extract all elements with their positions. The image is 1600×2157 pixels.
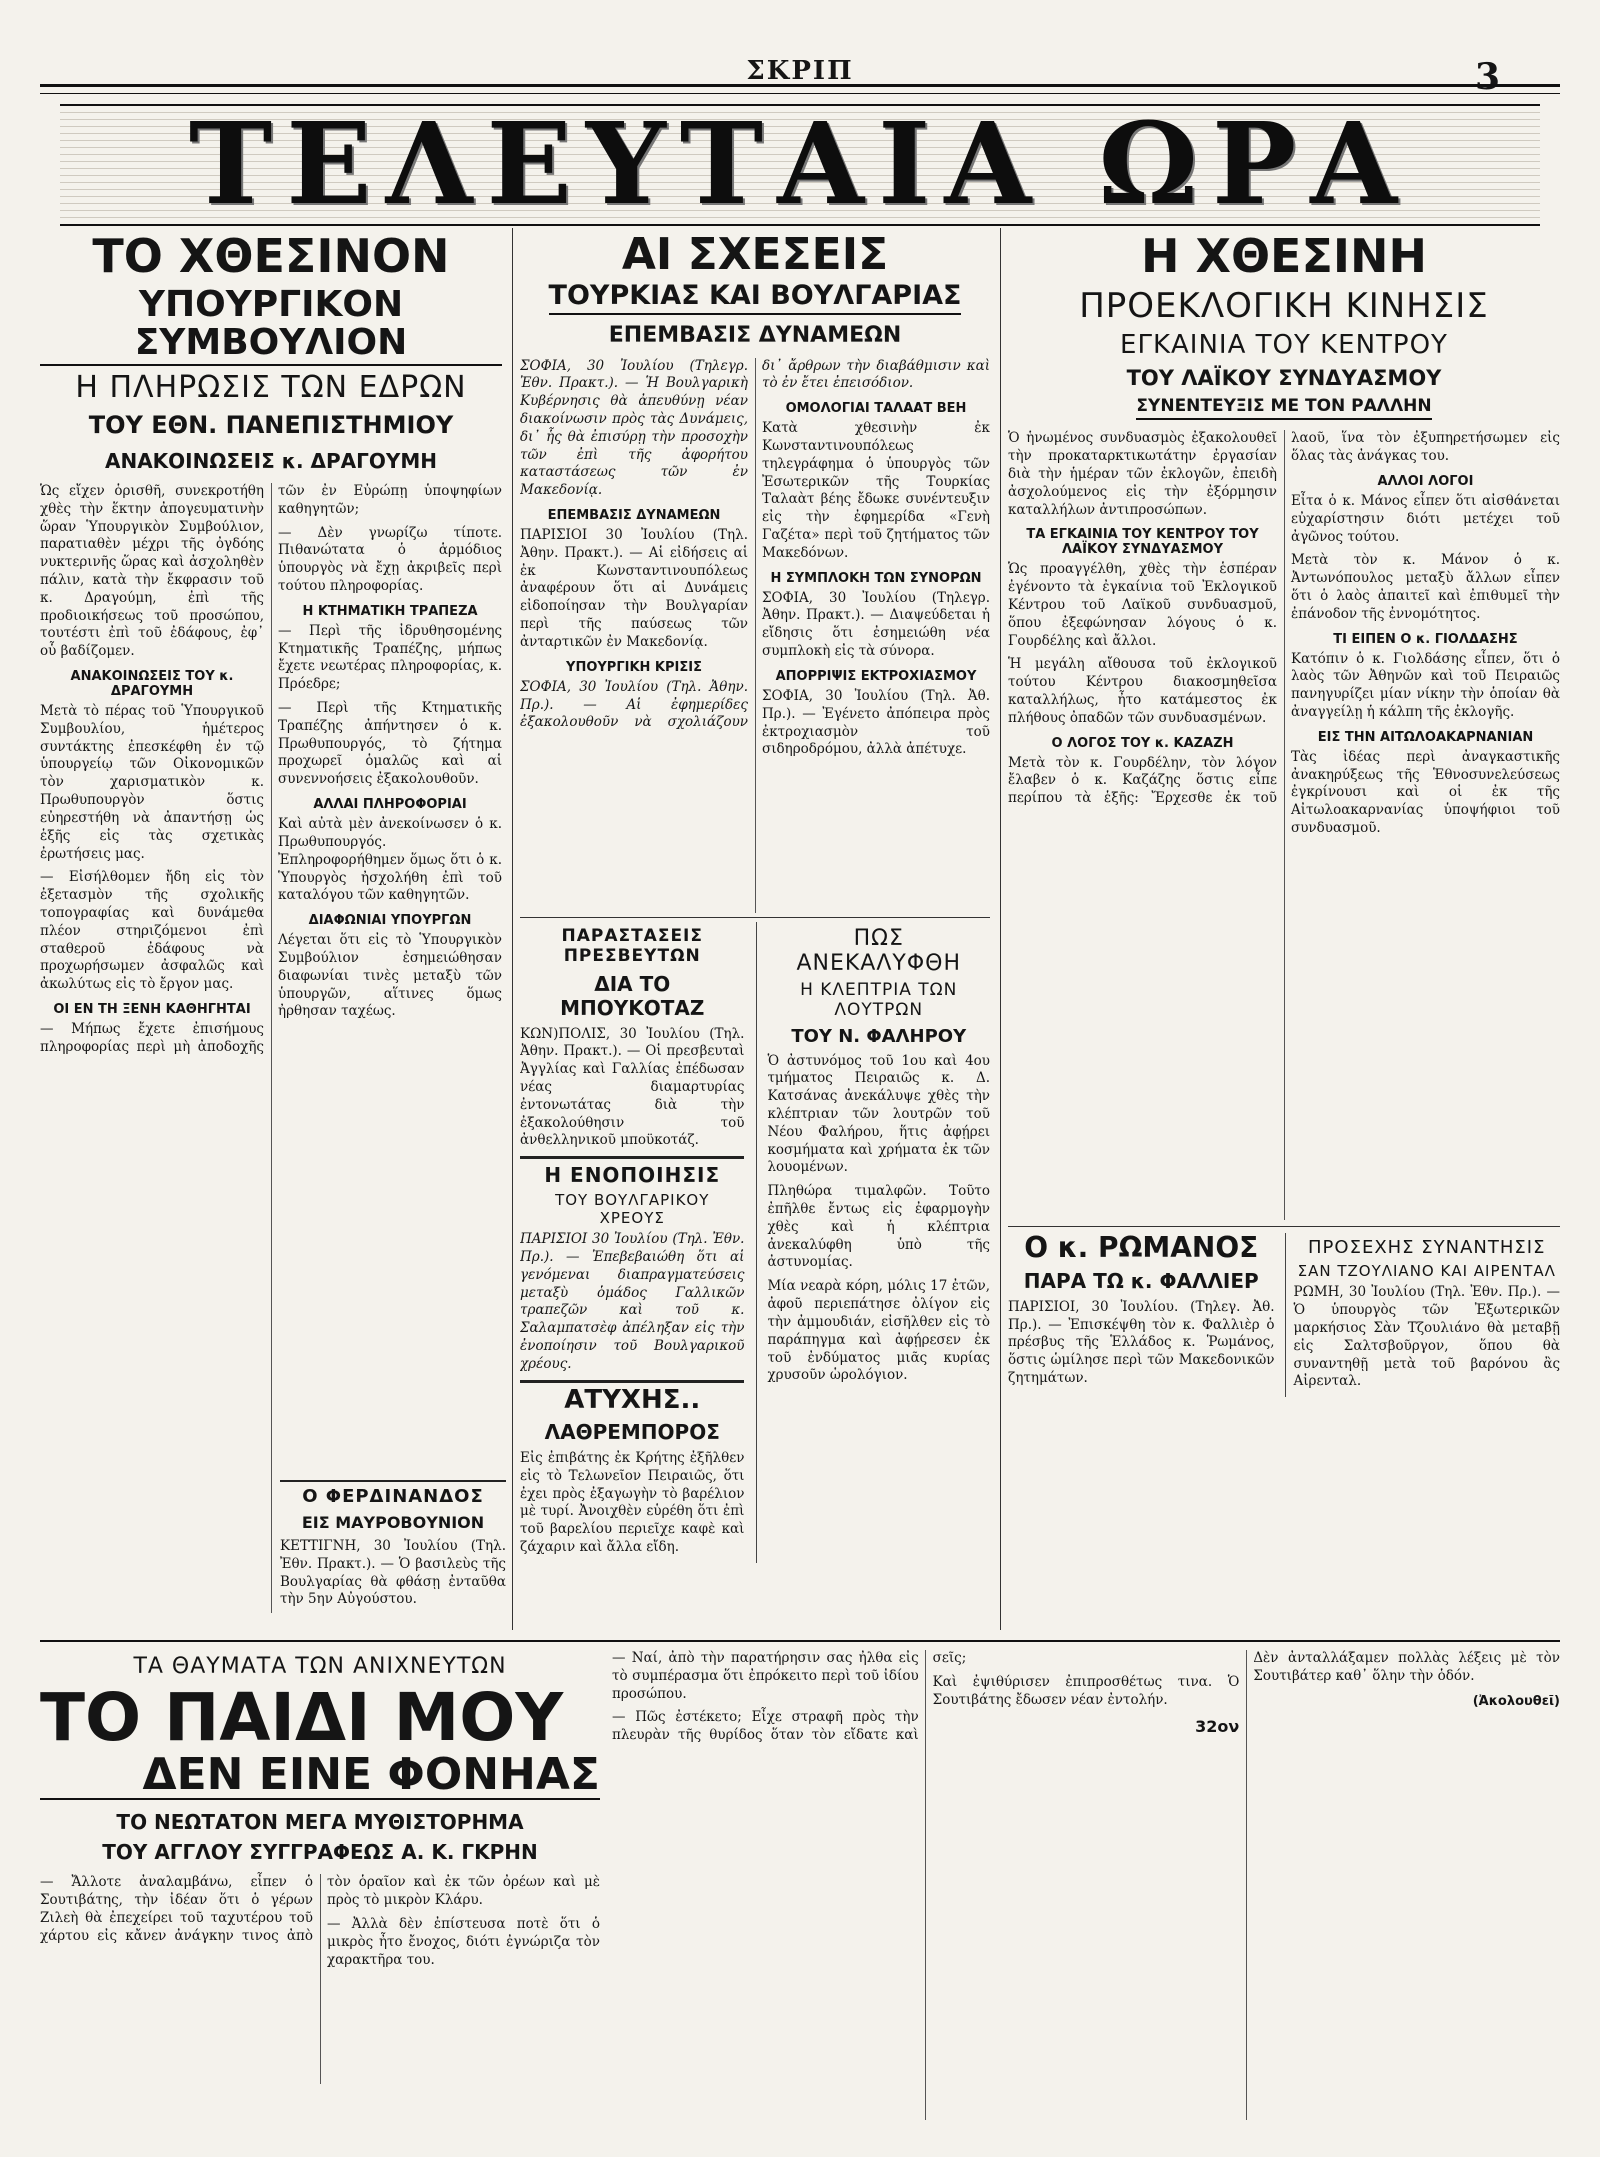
paragraph: Λέγεται ὅτι εἰς τὸ Ὑπουργικὸν Συμβούλιον ἐσημειώθησαν διαφωνίαι τινὲς μεταξὺ τῶν ὑπουργῶν, αἵτινες ὅμως ἠρθησαν ταχέως. xyxy=(278,932,502,1020)
paragraph: Εἰς ἐπιβάτης ἐκ Κρήτης ἐξῆλθεν εἰς τὸ Τελωνεῖον Πειραιῶς, ὅτι ἐχει πρὸς ἐξαγωγὴν τὸ βαρέλιον μὲ τυρί. Ἀνοιχθὲν εὑρέθη ὅτι ἐπὶ τοῦ βαρελίου περιεῖχε καφὲ καὶ ζάχαριν καὶ ἄλλα εἴδη. xyxy=(520,1450,745,1556)
section-heading: ΑΠΟΡΡΙΨΙΣ ΕΚΤΡΟΧΙΑΣΜΟΥ xyxy=(775,668,977,684)
paragraph: ΣΟΦΙΑ, 30 Ἰουλίου (Τηλ. Ἀθην. Πρ.). — Αἱ ἐφημερίδες ἐξακολουθοῦν νὰ σχολιάζουν δι᾽ ἄρθρων τὴν διαβάθμισιν καὶ τὸ ἐν ἔτει ἐπεισόδιον. xyxy=(520,357,990,731)
column-rule xyxy=(512,228,513,1630)
paragraph: ΚΩΝ)ΠΟΛΙΣ, 30 Ἰουλίου (Τηλ. Ἀθην. Πρακτ.). — Οἱ πρεσβευταὶ Ἀγγλίας καὶ Γαλλίας ἐπέδωσαν νέας διαμαρτυρίας ἐντονωτάτας διὰ τὴν ἐξακολούθησιν τοῦ ἀνθελληνικοῦ μποϋκοτάζ. xyxy=(520,1025,745,1149)
subheadline: ΤΟΥ ΕΘΝ. ΠΑΝΕΠΙΣΤΗΜΙΟΥ xyxy=(88,410,454,439)
paragraph: ΠΑΡΙΣΙΟΙ 30 Ἰουλίου (Τηλ. Ἐθν. Πρ.). — Ἐπεβεβαιώθη ὅτι αἱ γενόμεναι διαπραγματεύσεις μεταξὺ ὁμάδος Γαλλικῶν τραπεζῶν καὶ τοῦ κ. Σαλαμπατσὲφ ἀπέληξαν εἰς τὴν ἐνοποίησιν τοῦ Βουλγαρικοῦ χρέους. xyxy=(520,1231,745,1372)
headline: ΔΙΑ ΤΟ ΜΠΟΥΚΟΤΑΖ xyxy=(560,971,705,1020)
subheadline: ΕΠΕΜΒΑΣΙΣ ΔΥΝΑΜΕΩΝ xyxy=(608,322,902,348)
subheadline: Η ΠΛΗΡΩΣΙΣ ΤΩΝ ΕΔΡΩΝ xyxy=(75,369,467,405)
section-heading: ΤΙ ΕΙΠΕΝ Ο κ. ΓΙΟΛΔΑΣΗΣ xyxy=(1333,631,1518,647)
paragraph: Ὁ ἀστυνόμος τοῦ 1ου καὶ 4ου τμήματος Πειραιῶς κ. Δ. Κατσάνας ἀνεκάλυψε χθὲς τὴν κλέπτριαν τῶν λουτρῶν τοῦ Νέου Φαλήρου, ἥτις ἀφῄρει κοσμήματα καὶ χρήματα ἐκ τῶν λουομένων. xyxy=(767,1052,990,1176)
paragraph: Ἡ μεγάλη αἴθουσα τοῦ ἐκλογικοῦ τούτου Κέντρου διακοσμηθεῖσα καταλλήλως, ἦτο κατάμεστος ἐκ πλήθους ὀπαδῶν τῶν συνδυασμένων. xyxy=(1008,656,1277,726)
section-rule xyxy=(40,1640,1560,1642)
section-heading: ΤΑ ΕΓΚΑΙΝΙΑ ΤΟΥ ΚΕΝΤΡΟΥ ΤΟΥ ΛΑΪΚΟΥ ΣΥΝΔΥΑΣΜΟΥ xyxy=(1026,527,1259,558)
romanos-article xyxy=(1008,1233,1275,1397)
kicker: ΤΑ ΘΑΥΜΑΤΑ ΤΩΝ ΑΝΙΧΝΕΥΤΩΝ xyxy=(133,1654,507,1679)
headline: ΛΑΘΡΕΜΠΟΡΟΣ xyxy=(544,1420,720,1445)
article-election xyxy=(1008,232,1560,1632)
article-body xyxy=(40,483,502,1613)
paragraph: Κατὰ χθεσινὴν ἐκ Κωνσταντινουπόλεως τηλεγράφημα ὁ ὑπουργὸς τῶν Ἐσωτερικῶν τῆς Τουρκίας Ταλαὰτ βέης ἔδωκε συνέντευξιν εἰς τὴν ἐφημερίδα «Γενὴ Γαζέτα» περὶ τοῦ ζητήματος τῶν Μακεδόνων. xyxy=(762,420,990,561)
paragraph: Μετὰ τὸν κ. Μάνον ὁ κ. Ἀντωνόπουλος μεταξὺ ἄλλων εἶπεν ὅτι ὁ λαὸς ἀπαιτεῖ καὶ ἐπιθυμεῖ τὴν ἐπάνοδον τῆς ἐννομότητος. xyxy=(1291,552,1560,622)
paragraph: Μετὰ τὸν κ. Γουρδέλην, τὸν λόγον ἔλαβεν ὁ κ. Καζάζης ὅστις εἶπε περίπου τὰ ἑξῆς: Ἔρχεσθε ἐκ τοῦ λαοῦ, ἵνα τὸν ἐξυπηρετήσωμεν εἰς ὅλας τὰς ἀνάγκας του. xyxy=(1008,430,1560,807)
paragraph: — Περὶ τῆς Κτηματικῆς Τραπέζης ἀπήντησεν ὁ κ. Πρωθυπουργός, τὸ ζήτημα προχωρεῖ ὁμαλῶς καὶ αἱ συνεννοήσεις ἐξακολουθοῦν. xyxy=(278,700,502,788)
headline-text: ΤΟΥΡΚΙΑΣ ΚΑΙ ΒΟΥΛΓΑΡΙΑΣ xyxy=(549,282,962,314)
banner-title: ΤΕΛΕΥΤΑΙΑ ΩΡΑ xyxy=(188,99,1412,230)
banner xyxy=(60,99,1540,230)
headline: ΠΡΟΕΚΛΟΓΙΚΗ ΚΙΝΗΣΙΣ xyxy=(1079,286,1489,327)
lower-right-block xyxy=(1008,1233,1560,1397)
ferdinand-article xyxy=(280,1480,506,1632)
headline: ΤΟ ΧΘΕΣΙΝΟΝ xyxy=(92,232,450,283)
meeting-article xyxy=(1285,1233,1561,1397)
paragraph: ΠΑΡΙΣΙΟΙ 30 Ἰουλίου (Τηλ. Ἀθην. Πρακτ.). — Αἱ εἰδήσεις αἱ ἐκ Κωνσταντινουπόλεως ἀναφέρουν ὅτι αἱ Δυνάμεις εἰδοποίησαν τὴν Βουλγαρίαν περὶ τῆς παύσεως τῶν ἀνταρτικῶν ἐν Μακεδονίᾳ. xyxy=(520,527,748,650)
headline: Η ΚΛΕΠΤΡΙΑ ΤΩΝ ΛΟΥΤΡΩΝ xyxy=(800,979,958,1020)
subheadline: ΕΓΚΑΙΝΙΑ ΤΟΥ ΚΕΝΤΡΟΥ xyxy=(1120,330,1448,361)
subheadline: ΤΟΥ ΛΑΪΚΟΥ ΣΥΝΔΥΑΣΜΟΥ xyxy=(1126,366,1442,391)
paragraph: Μετὰ τὸ πέρας τοῦ Ὑπουργικοῦ Συμβουλίου, ἡμέτερος συντάκτης ἐπεσκέφθη ἐν τῷ ὑπουργείῳ τῶν Οἰκονομικῶν τὸν χαρισματικὸν κ. Πρωθυπουργὸν ὅστις εὐηρεστήθη νὰ ἀπαντήσῃ ὡς ἑξῆς εἰς τὰς σχετικὰς ἐρωτήσεις μας. xyxy=(40,703,264,862)
paper-name: ΣΚΡΙΠ xyxy=(746,56,854,86)
headline: ΣΑΝ ΤΖΟΥΛΙΑΝΟ ΚΑΙ ΑΙΡΕΝΤΑΛ xyxy=(1297,1262,1556,1281)
paragraph: Καὶ ἐψιθύρισεν ἐπιπροσθέτως τινα. Ὁ Σουτιβάτης ἔδωσεν νέαν ἐντολήν. xyxy=(932,1673,1240,1708)
episode-number: 32ον xyxy=(1195,1717,1240,1737)
headline: ΠΡΟΣΕΧΗΣ ΣΥΝΑΝΤΗΣΙΣ xyxy=(1308,1237,1546,1259)
article-turkey-bulgaria xyxy=(520,232,990,1632)
paragraph: ΚΕΤΤΙΓΝΗ, 30 Ἰουλίου (Τηλ. Ἐθν. Πρακτ.). — Ὁ βασιλεὺς τῆς Βουλγαρίας θὰ φθάσῃ ἐνταῦθα τὴν 5ην Αὐγούστου. xyxy=(280,1538,506,1608)
column-rule xyxy=(1000,228,1001,1630)
serial-body xyxy=(40,1874,600,2084)
article-body xyxy=(1008,430,1560,1220)
continued-note: (Ἀκολουθεῖ) xyxy=(1472,1693,1560,1709)
section-heading: ΟΙ ΕΝ ΤΗ ΞΕΝΗ ΚΑΘΗΓΗΤΑΙ xyxy=(53,1002,251,1018)
headline: ΠΑΡΑΣΤΑΣΕΙΣ ΠΡΕΣΒΕΥΤΩΝ xyxy=(561,925,703,966)
article-body xyxy=(520,358,990,913)
headline xyxy=(520,282,990,314)
paragraph: Ὡς εἴχεν ὁρισθῆ, συνεκροτήθη χθὲς τὴν ἕκτην ἀπογευματινὴν ὥραν Ὑπουργικὸν Συμβούλιον, παρατιαθὲν μέχρι τῆς ὀγδόης νυκτερινῆς ὥρας καὶ ἀσχοληθὲν πάλιν, κατὰ τὴν ἔκφρασιν τοῦ κ. Δραγούμη, ἐπὶ τῆς προδιοικήσεως τοῦ προσώπου, τουτέστι ἐπὶ τοῦ ἐδάφους, ἐφ᾽ οὗ βαδίζομεν. xyxy=(40,482,264,660)
headline: ΑΤΥΧΗΣ.. xyxy=(564,1384,701,1415)
paragraph: Ὡς προαγγέλθη, χθὲς τὴν ἑσπέραν ἐγένοντο τὰ ἐγκαίνια τοῦ Ἐκλογικοῦ Κέντρου τοῦ Λαϊκοῦ συνδυασμοῦ, ὅπου ἐξεφώνησαν λόγους ὁ κ. Γουρδέλης καὶ ἄλλοι. xyxy=(1008,561,1277,649)
serial-body xyxy=(612,1650,1560,2120)
lower-center-right xyxy=(756,922,990,1563)
headline: ΤΟΥ Ν. ΦΑΛΗΡΟΥ xyxy=(791,1025,967,1047)
section-heading: Ο ΛΟΓΟΣ ΤΟΥ κ. ΚΑΖΑΖΗ xyxy=(1051,735,1234,751)
serial-title: ΤΟ ΠΑΙΔΙ ΜΟΥ xyxy=(40,1679,564,1756)
paragraph: Μία νεαρὰ κόρη, μόλις 17 ἐτῶν, ἀφοῦ περιεπάτησε ὀλίγον εἰς τὴν ἀμμουδιάν, εἰσῆλθεν εἰς τὸ παράπηγμα καὶ ἀφῄρεσεν ἐκ τοῦ ἐνδύματος μιᾶς κυρίας χρυσοῦν ὡρολόγιον. xyxy=(767,1278,990,1384)
section-heading: Η ΣΥΜΠΛΟΚΗ ΤΩΝ ΣΥΝΟΡΩΝ xyxy=(770,570,982,586)
section-heading: ΑΝΑΚΟΙΝΩΣΕΙΣ ΤΟΥ κ. ΔΡΑΓΟΥΜΗ xyxy=(70,669,234,700)
serial-continuation xyxy=(612,1650,1560,2130)
paragraph: ΣΟΦΙΑ, 30 Ἰουλίου (Τηλεγρ. Ἐθν. Πρακτ.). — Ἡ Βουλγαρικὴ Κυβέρνησις θὰ ἀπευθύνῃ νέαν διακοίνωσιν πρὸς τὰς Δυνάμεις, δι᾽ ἧς θὰ ἐπισύρῃ τὴν προσοχὴν τῶν ἐπὶ τῆς ἀφορήτου καταστάσεως τῶν ἐν Μακεδονίᾳ. xyxy=(520,357,748,499)
headline: Ο κ. ΡΩΜΑΝΟΣ xyxy=(1024,1231,1259,1265)
section-heading: ΕΙΣ ΤΗΝ ΑΙΤΩΛΟΑΚΑΡΝΑΝΙΑΝ xyxy=(1317,729,1534,745)
headline: ΠΑΡΑ ΤΩ κ. ΦΑΛΛΙΕΡ xyxy=(1023,1268,1259,1293)
masthead-rule xyxy=(40,84,1560,94)
headline: Ο ΦΕΡΔΙΝΑΝΔΟΣ xyxy=(302,1486,484,1507)
section-heading: Η ΚΤΗΜΑΤΙΚΗ ΤΡΑΠΕΖΑ xyxy=(302,603,478,619)
section-heading: ΥΠΟΥΡΓΙΚΗ ΚΡΙΣΙΣ xyxy=(566,659,702,675)
paragraph: — Εἰσήλθομεν ἤδη εἰς τὸν ἐξετασμὸν τῆς σχολικῆς τοπογραφίας καὶ δυνάμεθα πλέον στηριζόμενοι ἐπὶ σταθεροῦ ἐδάφους νὰ προχωρήσωμεν ἀσφαλῶς καὶ ἀκωλύτως εἰς τὸ ἔργον μας. xyxy=(40,869,264,993)
lower-center-block xyxy=(520,922,990,1563)
paragraph: — Πῶς ἐστέκετο; Εἶχε στραφῆ πρὸς τὴν πλευρὰν τῆς θυρίδος ὅταν τὸν εἴδατε καὶ σεῖς; xyxy=(612,1650,967,1744)
article-cabinet xyxy=(40,232,502,1632)
divider xyxy=(520,1156,744,1159)
page-number: 3 xyxy=(1475,56,1501,98)
divider xyxy=(520,1380,744,1383)
headline: Η ΕΝΟΠΟΙΗΣΙΣ xyxy=(544,1163,721,1188)
paragraph: Εἶτα ὁ κ. Μάνος εἶπεν ὅτι αἰσθάνεται εὐχαρίστησιν διότι μετέχει τοῦ ἀγῶνος τούτου. xyxy=(1291,492,1560,545)
subheadline: ΑΝΑΚΟΙΝΩΣΕΙΣ κ. ΔΡΑΓΟΥΜΗ xyxy=(104,448,438,473)
headline: ΠΩΣ ΑΝΕΚΑΛΥΦΘΗ xyxy=(796,925,962,976)
section-rule xyxy=(520,917,990,918)
paragraph: ΡΩΜΗ, 30 Ἰουλίου (Τηλ. Ἐθν. Πρ.). — Ὁ ὑπουργὸς τῶν Ἐξωτερικῶν μαρκήσιος Σὰν Τζουλιάνο θὰ μεταβῇ εἰς Σαλτσβοῦργον, ὅπου θὰ συναντηθῇ μετὰ τοῦ βαρόνου ἂς Αἰρενταλ. xyxy=(1293,1284,1560,1390)
paragraph: ΣΟΦΙΑ, 30 Ἰουλίου (Τηλ. Ἀθ. Πρ.). — Ἐγένετο ἀπόπειρα πρὸς ἐκτροχιασμὸν τοῦ σιδηροδρόμου, ἀλλὰ ἀπέτυχε. xyxy=(762,687,990,758)
subheadline xyxy=(1008,396,1560,420)
serial-header xyxy=(40,1650,600,2130)
paragraph: — Ναί, ἀπὸ τὴν παρατήρησιν σας ἦλθα εἰς τὸ συμπέρασμα ὅτι ἐπρόκειτο περὶ τοῦ ἰδίου προσώπου. xyxy=(612,1650,919,1702)
paragraph: — Περὶ τῆς ἰδρυθησομένης Κτηματικῆς Τραπέζης, μήπως ἔχετε νεωτέρας πληροφορίας, κ. Πρόεδρε; xyxy=(278,622,502,693)
headline: ΤΟΥ ΒΟΥΛΓΑΡΙΚΟΥ ΧΡΕΟΥΣ xyxy=(555,1191,710,1228)
serial-title: ΔΕΝ ΕΙΝΕ ΦΟΝΗΑΣ xyxy=(40,1752,600,1800)
section-heading: ΟΜΟΛΟΓΙΑΙ ΤΑΛΑΑΤ ΒΕΗ xyxy=(785,401,967,417)
paragraph: Κατόπιν ὁ κ. Γιολδάσης εἶπεν, ὅτι ὁ λαὸς τῶν Ἀθηνῶν καὶ τοῦ Πειραιῶς πανηγυρίζει μίαν νίκην τὴν ὁποίαν θὰ ἀναγγείλῃ ἡ κάλπη τῆς ἐκλογῆς. xyxy=(1291,650,1560,721)
paragraph: — Ἄλλοτε ἀναλαμβάνω, εἶπεν ὁ Σουτιβάτης, τὴν ἰδέαν ὅτι ὁ γέρων Ζιλεὴ θὰ ἐπεχείρει τοῦ ταχυτέρου τοῦ χάρτου εἰς κἄνεν ἀνάγκην τινος ἀπὸ τὸν ὁραῖον καὶ ἐκ τῶν ὀρέων καὶ μὲ πρὸς τὸ μικρὸν Κλάρυ. xyxy=(40,1874,600,1944)
paragraph: ΣΟΦΙΑ, 30 Ἰουλίου (Τηλεγρ. Ἀθην. Πρακτ.). — Διαψεύδεται ἡ εἴδησις ὅτι ἐσημειώθη νέα συμπλοκὴ εἰς τὰ σύνορα. xyxy=(762,589,990,660)
paragraph: Πληθώρα τιμαλφῶν. Τοῦτο ἐπῆλθε ἔντως εἰς ἐφαρμογὴν χθὲς καὶ ἡ κλέπτρια ἀνεκαλύφθη ὑπὸ τῆς ἀστυνομίας. xyxy=(767,1183,990,1271)
lower-center-left xyxy=(520,922,744,1563)
paragraph: ΠΑΡΙΣΙΟΙ, 30 Ἰουλίου. (Τηλεγ. Ἀθ. Πρ.). — Ἐπισκέψθη τὸν κ. Φαλλιὲρ ὁ πρέσβυς τῆς Ἑλλάδος κ. Ῥωμάνος, ὅστις ὡμίλησε περὶ τῶν Μακεδονικῶν ζητημάτων. xyxy=(1008,1298,1275,1386)
section-heading: ΔΙΑΦΩΝΙΑΙ ΥΠΟΥΡΓΩΝ xyxy=(308,913,472,929)
headline-text: ΥΠΟΥΡΓΙΚΟΝ ΣΥΜΒΟΥΛΙΟΝ xyxy=(40,286,502,366)
section-heading: ΕΠΕΜΒΑΣΙΣ ΔΥΝΑΜΕΩΝ xyxy=(547,508,721,524)
headline: ΕΙΣ ΜΑΥΡΟΒΟΥΝΙΟΝ xyxy=(301,1513,485,1532)
paragraph: Τὰς ἰδέας περὶ ἀναγκαστικῆς ἀνακηρύξεως τῆς Ἑθνοσυνελεύσεως ἐγκρίνουσι καὶ οἱ ἐκ τῆς Αἰτωλοακαρνανίας ὑποψήφιοι τοῦ συνδυασμοῦ. xyxy=(1291,748,1560,837)
headline xyxy=(40,286,502,366)
paragraph: Δὲν ἀνταλλάξαμεν πολλὰς λέξεις μὲ τὸν Σουτιβάτερ καθ᾽ ὅλην τὴν ὁδόν. xyxy=(1253,1650,1560,1684)
serial-subtitle: ΤΟΥ ΑΓΓΛΟΥ ΣΥΓΓΡΑΦΕΩΣ Α. Κ. ΓΚΡΗΝ xyxy=(102,1840,538,1865)
paragraph: — Ἀλλὰ δὲν ἐπίστευσα ποτὲ ὅτι ὁ μικρὸς ἦτο ἔνοχος, διότι ἐγνώριζα τὸν χαρακτῆρα του. xyxy=(327,1916,600,1968)
headline: ΑΙ ΣΧΕΣΕΙΣ xyxy=(621,232,889,280)
section-heading: ΑΛΛΑΙ ΠΛΗΡΟΦΟΡΙΑΙ xyxy=(313,797,467,813)
paragraph: Καὶ αὐτὰ μὲν ἀνεκοίνωσεν ὁ κ. Πρωθυπουργός. Ἐπληροφορήθημεν ὅμως ὅτι ὁ κ. Ὑπουργὸς ἠσχολήθη ἐπὶ τοῦ καταλόγου τῶν καθηγητῶν. xyxy=(278,816,502,904)
section-rule xyxy=(1008,1226,1560,1227)
paragraph: Ὁ ἡνωμένος συνδυασμὸς ἐξακολουθεῖ τὴν προκαταρκτικωτάτην ἐργασίαν διὰ τὴν ἡμέραν τῶν ἐκλογῶν, ἐπειδὴ ἀσχολούμενος εἰς τὴν ἐξόρμησιν καταλλήλων ἀντιπροσώπων. xyxy=(1008,430,1277,518)
paragraph: — Μήπως ἔχετε ἐπισήμους πληροφορίας περὶ μὴ ἀποδοχῆς τῶν ἐν Εὐρώπῃ ὑποψηφίων καθηγητῶν; xyxy=(40,482,502,1055)
serial-subtitle: ΤΟ ΝΕΩΤΑΤΟΝ ΜΕΓΑ ΜΥΘΙΣΤΟΡΗΜΑ xyxy=(116,1810,524,1835)
section-heading: ΑΛΛΟΙ ΛΟΓΟΙ xyxy=(1377,473,1474,489)
subheadline-text: ΣΥΝΕΝΤΕΥΞΙΣ ΜΕ ΤΟΝ ΡΑΛΛΗΝ xyxy=(1136,396,1431,420)
paragraph: — Δὲν γνωρίζω τίποτε. Πιθανώτατα ὁ ἁρμόδιος ὑπουργὸς νὰ ἔχῃ ἀκριβεῖς περὶ τούτου πληροφορίας. xyxy=(278,524,502,594)
headline: Η ΧΘΕΣΙΝΗ xyxy=(1140,232,1428,283)
